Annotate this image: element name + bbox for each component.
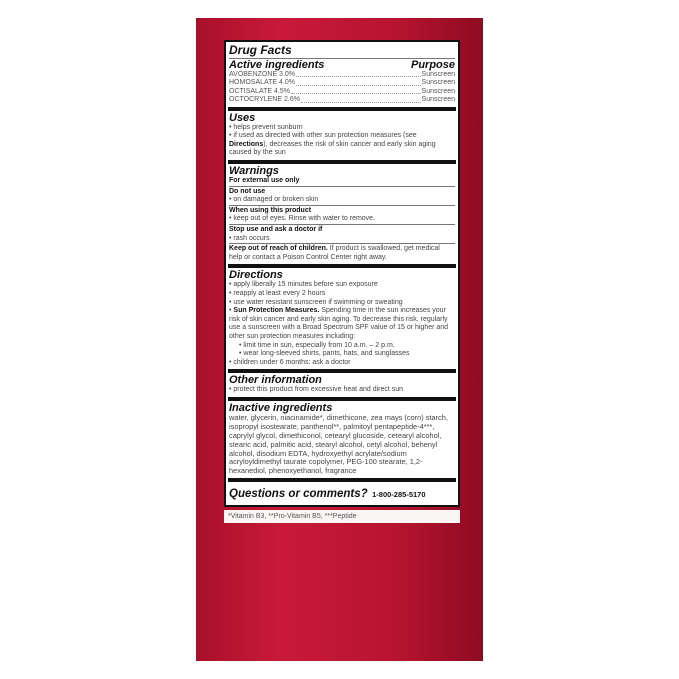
directions-heading: Directions — [229, 269, 283, 282]
uses-heading: Uses — [229, 111, 256, 124]
ingredient-name: OCTISALATE 4.5% — [229, 87, 290, 95]
warning-item: • rash occurs — [229, 234, 270, 242]
warning-item: • keep out of eyes. Rinse with water to remove. — [229, 215, 376, 223]
ingredient-name: OCTOCRYLENE 2.6% — [229, 96, 300, 104]
uses-item: • helps prevent sunburn — [229, 123, 303, 131]
leader-dots — [296, 71, 421, 77]
warning-children — [229, 243, 455, 262]
leader-dots — [296, 79, 421, 85]
warnings-section — [228, 164, 456, 268]
warning-subhead: When using this product — [229, 206, 312, 214]
text: • if used as directed with other sun protection measures (see — [229, 132, 417, 140]
other-heading: Other information — [229, 374, 322, 387]
text: Sun Protection Measures. — [233, 307, 320, 315]
ingredient-purpose: Sunscreen — [421, 79, 455, 87]
active-row — [229, 79, 455, 87]
leader-dots — [291, 88, 421, 94]
ingredient-name: AVOBENZONE 3.0% — [229, 71, 296, 78]
footnote: *Vitamin B3, **Pro-Vitamin B5, ***Peptide — [224, 510, 460, 523]
leader-dots — [301, 96, 421, 102]
active-row — [229, 88, 455, 96]
warning-subhead: Stop use and ask a doctor if — [229, 225, 323, 233]
direction-item: • apply liberally 15 minutes before sun exposure — [229, 281, 378, 289]
text: Keep out of reach of children. — [229, 245, 328, 253]
questions-section — [228, 482, 456, 505]
warnings-heading: Warnings — [229, 165, 279, 177]
inactive-text: water, glycerin, niacinamide*, dimethicone, zea mays (corn) starch, isopropyl isostearate, panthenol**, palmitoyl pentapeptide-4***, caprylyl glycol, dimethiconol, cetearyl glucoside, cetearyl alcohol, stearic acid, palmitic acid, stearyl alcohol, cetyl alcohol, behenyl alcohol, disodium EDTA, hydroxyethyl acrylate/sodium acryloyldimethyl taurate copolymer, PEG-100 stearate, 1,2-hexanediol, phenoxyethanol, fragrance — [229, 412, 448, 476]
ingredient-purpose: Sunscreen — [421, 96, 455, 104]
uses-section — [228, 111, 456, 164]
other-item: • protect this product from excessive heat and direct sun — [229, 386, 404, 394]
active-rows — [229, 71, 455, 105]
text: ), decreases the risk of skin cancer and early skin aging caused by the sun — [229, 140, 436, 157]
direction-subitem: • wear long-sleeved shirts, pants, hats, and sunglasses — [239, 350, 410, 358]
questions-heading: Questions or comments? — [229, 488, 368, 501]
purpose-heading: Purpose — [410, 59, 455, 71]
warning-item: • on damaged or broken skin — [229, 196, 319, 204]
direction-subitem: • limit time in sun, especially from 10 a.m. – 2 p.m. — [239, 341, 395, 349]
active-section — [228, 42, 456, 111]
active-row — [229, 71, 455, 79]
active-heading: Active ingredients — [229, 59, 325, 71]
inactive-heading: Inactive ingredients — [229, 401, 333, 414]
text: If product is swallowed, get medical help or contact a Poison Control Center right away. — [229, 245, 440, 261]
text: Directions — [229, 140, 264, 148]
direction-item: • reapply at least every 2 hours — [229, 289, 326, 297]
directions-section — [228, 268, 456, 373]
text: Spending time in the sun increases your risk of skin cancer and early skin aging. To decrease this risk, regularly use a sunscreen with a Broad Spectrum SPF value of 15 or higher and other sun protection measures including: — [229, 307, 449, 340]
warning-subhead: Do not use — [229, 187, 266, 195]
ingredient-purpose: Sunscreen — [421, 87, 455, 95]
ingredient-name: HOMOSALATE 4.0% — [229, 79, 296, 87]
direction-item: • Sun Protection Measures. Spending time in the sun increases your risk of skin cancer and early skin aging. To decrease this risk, regularly use a sunscreen with a Broad Spectrum SPF value of 15 or higher and other sun protection measures including: — [229, 307, 449, 340]
other-section — [228, 373, 456, 401]
uses-item — [229, 132, 455, 158]
warning-external: For external use only — [229, 177, 300, 184]
active-header — [229, 58, 455, 71]
phone-number: 1-800-285-5170 — [372, 490, 426, 500]
ingredient-purpose: Sunscreen — [421, 71, 455, 78]
label-title: Drug Facts — [229, 43, 292, 57]
direction-item: • use water resistant sunscreen if swimming or sweating — [229, 298, 403, 306]
direction-item: • children under 6 months: ask a doctor — [229, 358, 351, 366]
drug-facts-label — [224, 40, 460, 507]
active-row — [229, 96, 455, 104]
inactive-section — [228, 401, 456, 482]
